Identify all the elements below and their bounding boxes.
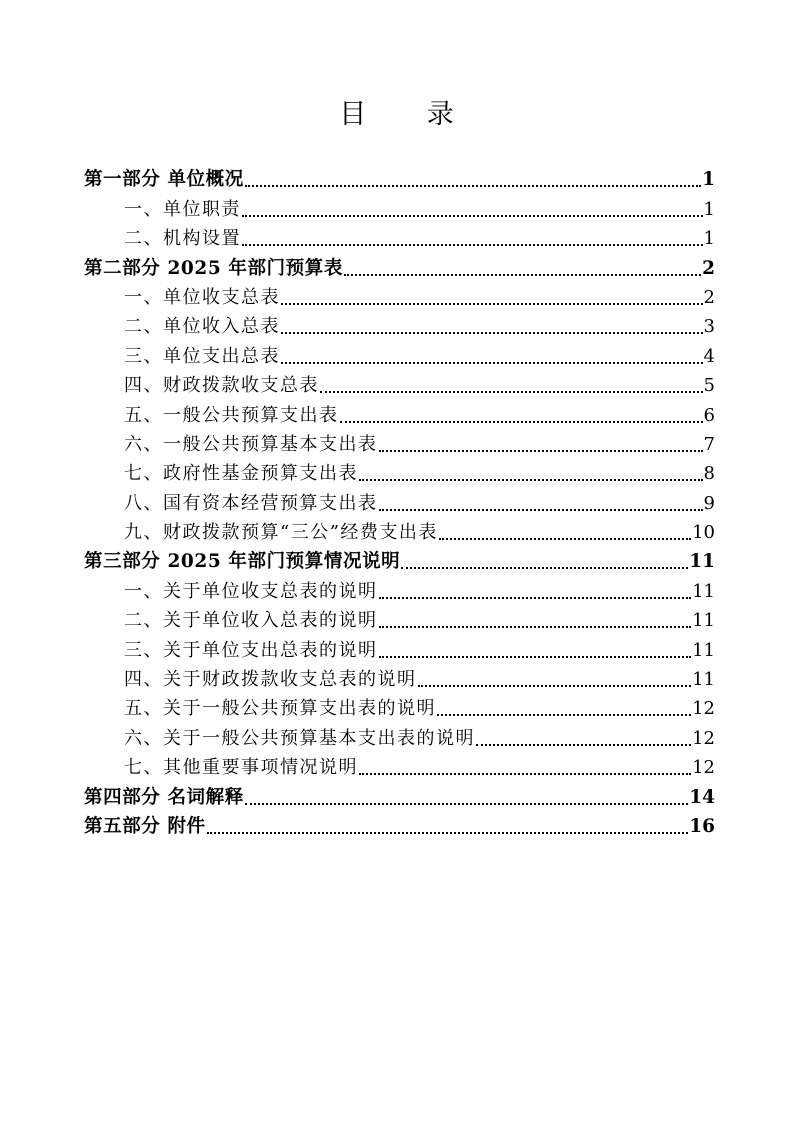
toc-dot-leader <box>245 799 688 805</box>
toc-list <box>84 164 715 840</box>
toc-dot-leader <box>379 505 703 511</box>
toc-entry-text: 三、关于单位支出总表的说明 <box>124 639 378 661</box>
toc-entry-page: 11 <box>692 639 715 661</box>
toc-dot-leader <box>401 563 688 569</box>
toc-entry-text: 六、关于一般公共预算基本支出表的说明 <box>124 727 475 749</box>
toc-dot-leader <box>476 740 691 746</box>
toc-entry-page: 11 <box>692 580 715 602</box>
toc-entry-text: 四、财政拨款收支总表 <box>124 375 319 397</box>
toc-entry[interactable] <box>84 370 715 399</box>
toc-dot-leader <box>379 652 692 658</box>
toc-dot-leader <box>245 181 701 187</box>
toc-entry-page: 1 <box>702 169 715 191</box>
toc-entry-text: 一、单位收支总表 <box>124 286 280 308</box>
toc-entry[interactable] <box>84 517 715 546</box>
toc-entry[interactable] <box>84 722 715 751</box>
toc-entry-text: 第五部分 附件 <box>84 815 206 837</box>
toc-entry[interactable] <box>84 429 715 458</box>
toc-entry-text: 一、单位职责 <box>124 198 241 220</box>
toc-entry-page: 14 <box>689 786 715 808</box>
toc-entry-text: 七、政府性基金预算支出表 <box>124 463 358 485</box>
toc-entry-page: 5 <box>703 375 715 397</box>
toc-entry-text: 五、关于一般公共预算支出表的说明 <box>124 698 436 720</box>
toc-dot-leader <box>281 358 703 364</box>
toc-entry[interactable] <box>84 399 715 428</box>
toc-entry-text: 一、关于单位收支总表的说明 <box>124 580 378 602</box>
toc-entry[interactable] <box>84 575 715 604</box>
toc-entry-page: 1 <box>703 228 715 250</box>
toc-entry-text: 三、单位支出总表 <box>124 345 280 367</box>
toc-dot-leader <box>379 446 703 452</box>
toc-dot-leader <box>359 475 703 481</box>
toc-entry-text: 九、财政拨款预算“三公”经费支出表 <box>124 522 438 544</box>
toc-entry[interactable] <box>84 282 715 311</box>
toc-dot-leader <box>242 211 703 217</box>
toc-entry[interactable] <box>84 223 715 252</box>
toc-entry-text: 第一部分 单位概况 <box>84 169 244 191</box>
toc-entry[interactable] <box>84 664 715 693</box>
toc-dot-leader <box>281 299 703 305</box>
toc-dot-leader <box>379 593 692 599</box>
toc-entry[interactable] <box>84 546 715 575</box>
toc-entry[interactable] <box>84 252 715 281</box>
toc-dot-leader <box>359 769 691 775</box>
toc-entry-text: 七、其他重要事项情况说明 <box>124 757 358 779</box>
toc-entry-page: 6 <box>703 404 715 426</box>
toc-entry[interactable] <box>84 605 715 634</box>
toc-dot-leader <box>439 534 691 540</box>
toc-entry-text: 二、关于单位收入总表的说明 <box>124 610 378 632</box>
toc-dot-leader <box>418 681 692 687</box>
toc-entry-text: 第二部分 2025 年部门预算表 <box>84 257 343 279</box>
toc-entry-text: 五、一般公共预算支出表 <box>124 404 339 426</box>
toc-entry-page: 12 <box>692 698 715 720</box>
toc-entry-text: 八、国有资本经营预算支出表 <box>124 492 378 514</box>
toc-entry-page: 7 <box>703 433 715 455</box>
toc-entry[interactable] <box>84 193 715 222</box>
toc-entry[interactable] <box>84 752 715 781</box>
toc-entry-page: 12 <box>692 727 715 749</box>
toc-dot-leader <box>344 270 701 276</box>
toc-entry-page: 2 <box>703 286 715 308</box>
toc-entry-text: 四、关于财政拨款收支总表的说明 <box>124 669 417 691</box>
toc-entry-page: 11 <box>692 610 715 632</box>
toc-dot-leader <box>320 387 703 393</box>
toc-entry-text: 二、机构设置 <box>124 228 241 250</box>
toc-entry[interactable] <box>84 164 715 193</box>
toc-entry-page: 11 <box>692 669 715 691</box>
toc-entry-page: 4 <box>703 345 715 367</box>
toc-entry-text: 第三部分 2025 年部门预算情况说明 <box>84 551 401 573</box>
toc-entry[interactable] <box>84 340 715 369</box>
toc-dot-leader <box>379 622 692 628</box>
toc-dot-leader <box>281 328 703 334</box>
toc-entry[interactable] <box>84 487 715 516</box>
toc-dot-leader <box>242 240 703 246</box>
toc-entry-page: 1 <box>703 198 715 220</box>
toc-entry[interactable] <box>84 811 715 840</box>
toc-entry-page: 11 <box>689 551 715 573</box>
toc-dot-leader <box>207 828 689 834</box>
toc-entry-page: 3 <box>703 316 715 338</box>
toc-entry-page: 8 <box>703 463 715 485</box>
toc-entry-page: 12 <box>692 757 715 779</box>
toc-entry[interactable] <box>84 311 715 340</box>
toc-entry[interactable] <box>84 693 715 722</box>
toc-entry-page: 2 <box>702 257 715 279</box>
toc-entry-text: 二、单位收入总表 <box>124 316 280 338</box>
toc-entry[interactable] <box>84 781 715 810</box>
toc-dot-leader <box>437 710 691 716</box>
toc-title: 目 录 <box>339 99 480 130</box>
toc-dot-leader <box>340 417 703 423</box>
toc-entry[interactable] <box>84 458 715 487</box>
toc-entry-page: 16 <box>689 815 715 837</box>
toc-entry-text: 六、一般公共预算基本支出表 <box>124 433 378 455</box>
toc-entry-page: 10 <box>692 522 715 544</box>
toc-entry-text: 第四部分 名词解释 <box>84 786 244 808</box>
toc-entry-page: 9 <box>703 492 715 514</box>
toc-entry[interactable] <box>84 634 715 663</box>
